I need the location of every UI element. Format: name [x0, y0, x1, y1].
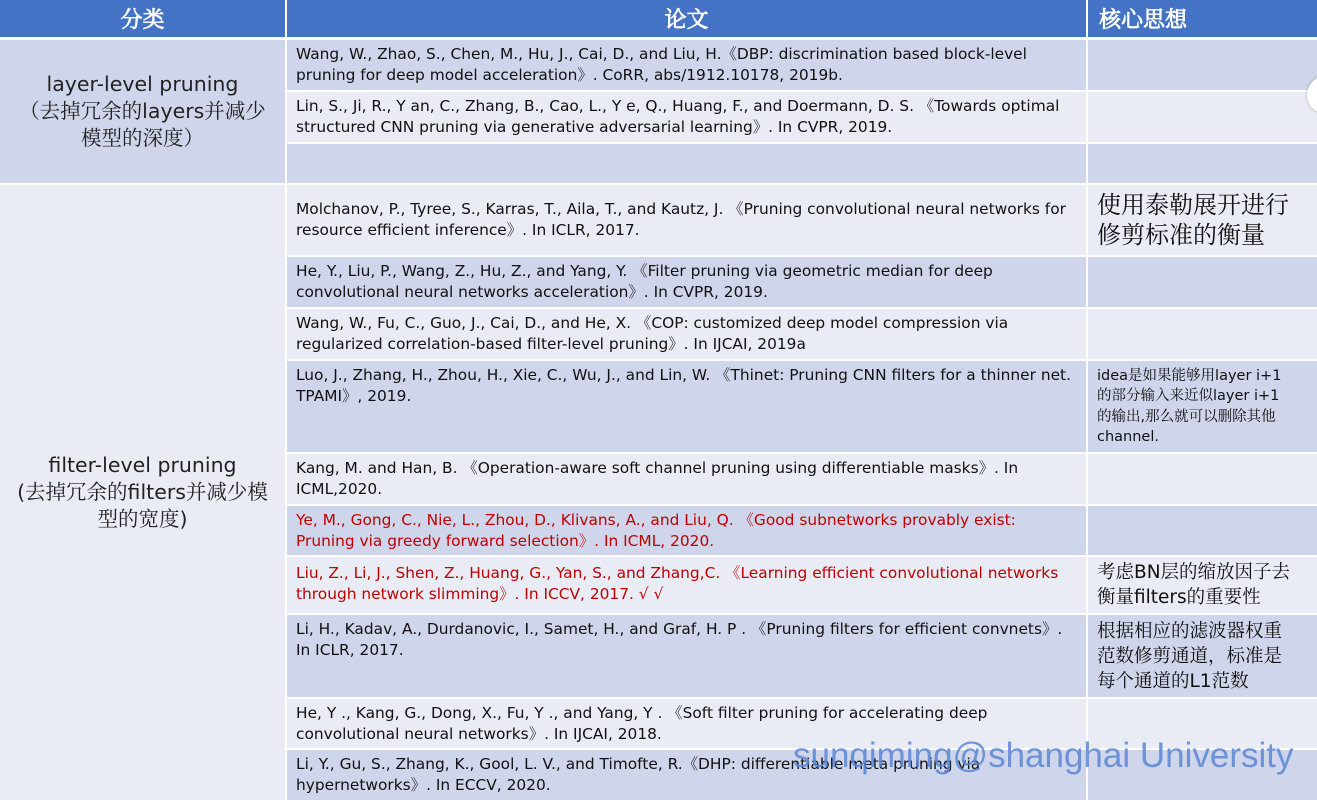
core-idea: 根据相应的滤波器权重 范数修剪通道，标准是 每个通道的L1范数 — [1088, 615, 1317, 699]
core-idea — [1088, 144, 1317, 185]
header-core-idea: 核心思想 — [1088, 0, 1317, 40]
paper-citation: Li, Y., Gu, S., Zhang, K., Gool, L. V., and Timofte, R.《DHP: differentiable meta pruning via hypernetworks》. In ECCV, 2020. — [287, 750, 1088, 802]
header-category: 分类 — [0, 0, 287, 40]
category-title: filter-level pruning — [48, 453, 237, 477]
paper-citation: Li, H., Kadav, A., Durdanovic, I., Samet, H., and Graf, H. P . 《Pruning filters for efficient convnets》. In ICLR, 2017. — [287, 615, 1088, 699]
core-idea — [1088, 309, 1317, 361]
paper-citation: He, Y., Liu, P., Wang, Z., Hu, Z., and Yang, Y. 《Filter pruning via geometric median for deep convolutional neural networks acceleration》. In CVPR, 2019. — [287, 257, 1088, 309]
paper-citation: Luo, J., Zhang, H., Zhou, H., Xie, C., Wu, J., and Lin, W. 《Thinet: Pruning CNN filters for a thinner net. TPAMI》, 2019. — [287, 361, 1088, 454]
header-row — [0, 0, 1317, 40]
category-description: 型的宽度) — [97, 507, 188, 531]
paper-citation — [287, 144, 1088, 185]
core-idea: idea是如果能够用layer i+1 的部分输入来近似layer i+1 的输出,那么就可以删除其他 channel. — [1088, 361, 1317, 454]
core-idea — [1088, 506, 1317, 557]
category-description: 模型的深度） — [81, 126, 204, 150]
category-description: (去掉冗余的filters并减少模 — [17, 480, 268, 504]
core-idea — [1088, 454, 1317, 506]
paper-citation-highlighted: Liu, Z., Li, J., Shen, Z., Huang, G., Yan, S., and Zhang,C. 《Learning efficient convolutional networks through network slimming》. In ICCV, 2017. √ √ — [287, 557, 1088, 615]
paper-citation: He, Y ., Kang, G., Dong, X., Fu, Y ., and Yang, Y . 《Soft filter pruning for accelerating deep convolutional neural networks》. In IJCAI, 2018. — [287, 699, 1088, 750]
watermark-text: sunqiming@shanghai University — [793, 736, 1294, 775]
header-paper: 论文 — [287, 0, 1088, 40]
core-idea — [1088, 92, 1317, 144]
category-description: （去掉冗余的layers并减少 — [19, 99, 266, 123]
category-filter-level — [0, 185, 287, 802]
category-title: layer-level pruning — [46, 72, 239, 96]
core-idea: 考虑BN层的缩放因子去 衡量filters的重要性 — [1088, 557, 1317, 615]
category-layer-level — [0, 40, 287, 185]
paper-citation: Kang, M. and Han, B. 《Operation-aware soft channel pruning using differentiable masks》. In ICML,2020. — [287, 454, 1088, 506]
paper-citation-highlighted: Ye, M., Gong, C., Nie, L., Zhou, D., Klivans, A., and Liu, Q. 《Good subnetworks provably exist: Pruning via greedy forward selection》. In ICML, 2020. — [287, 506, 1088, 557]
core-idea: 使用泰勒展开进行 修剪标准的衡量 — [1088, 185, 1317, 257]
paper-citation: Wang, W., Zhao, S., Chen, M., Hu, J., Cai, D., and Liu, H.《DBP: discrimination based block-level pruning for deep model acceleration》. CoRR, abs/1912.10178, 2019b. — [287, 40, 1088, 92]
paper-citation: Molchanov, P., Tyree, S., Karras, T., Aila, T., and Kautz, J. 《Pruning convolutional neural networks for resource efficient inference》. In ICLR, 2017. — [287, 185, 1088, 257]
core-idea — [1088, 40, 1317, 92]
paper-citation: Lin, S., Ji, R., Y an, C., Zhang, B., Cao, L., Y e, Q., Huang, F., and Doermann, D. S. 《Towards optimal structured CNN pruning via generative adversarial learning》. In CVPR, 2019. — [287, 92, 1088, 144]
core-idea — [1088, 257, 1317, 309]
table-row — [0, 185, 1317, 257]
paper-citation: Wang, W., Fu, C., Guo, J., Cai, D., and He, X. 《COP: customized deep model compression via regularized correlation-based filter-level pruning》. In IJCAI, 2019a — [287, 309, 1088, 361]
table-row — [0, 40, 1317, 92]
